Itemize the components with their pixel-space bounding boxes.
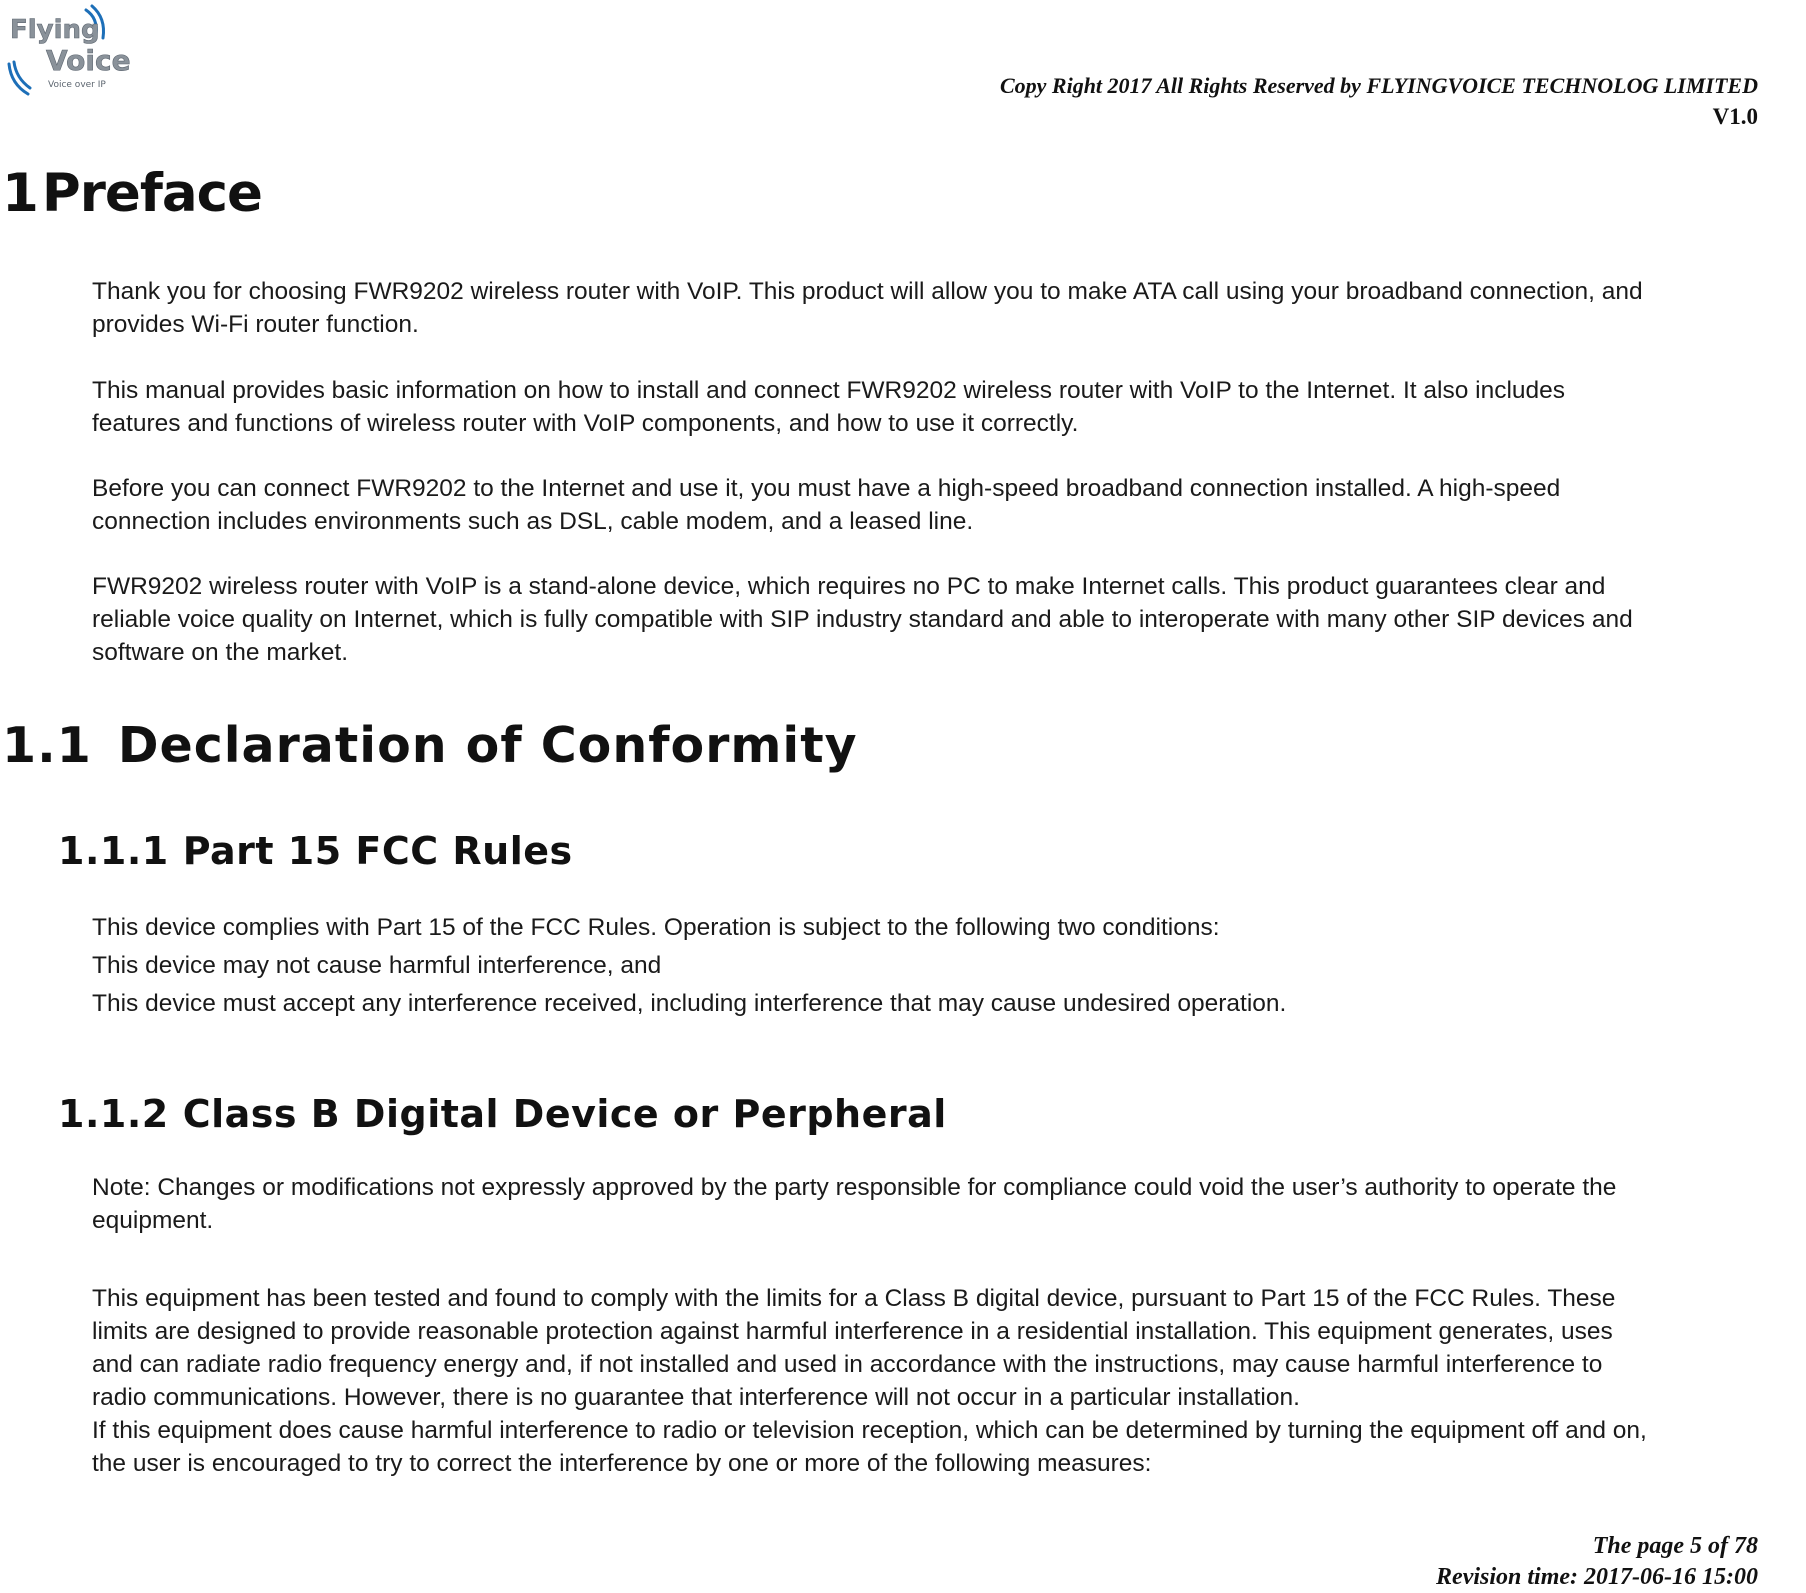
text-line: Before you can connect FWR9202 to the Internet and use it, you must have a high-speed broadband connection installed. A high-speed	[92, 475, 1561, 502]
text-line: If this equipment does cause harmful interference to radio or television reception, which can be determined by turning the equipment off and on,	[92, 1417, 1647, 1444]
text-line: software on the market.	[92, 639, 349, 666]
class-b-body-paragraph	[92, 1282, 1804, 1480]
preface-paragraph-4	[92, 570, 1804, 669]
fcc-conditions-list	[92, 909, 1286, 1023]
logo-tagline: Voice over IP	[48, 80, 106, 90]
text-line: radio communications. However, there is no guarantee that interference will not occur in a particular installation.	[92, 1384, 1300, 1411]
text-line: This equipment has been tested and found to comply with the limits for a Class B digital device, pursuant to Part 15 of the FCC Rules. These	[92, 1285, 1616, 1312]
subsection-heading-1-1-1	[58, 828, 573, 874]
logo-word-voice: Voice	[46, 44, 131, 77]
page-number: The page 5 of 78	[1592, 1533, 1758, 1559]
page-footer	[1436, 1531, 1758, 1593]
chapter-number: 1	[2, 163, 38, 224]
preface-paragraph-3	[92, 472, 1804, 538]
text-line: features and functions of wireless router with VoIP components, and how to use it correctly.	[92, 410, 1079, 437]
section-number: 1.1	[2, 717, 92, 774]
company-logo	[6, 4, 131, 94]
preface-paragraph-1	[92, 275, 1804, 341]
flyingvoice-logo-graphic	[6, 4, 131, 94]
text-line: equipment.	[92, 1207, 214, 1234]
text-line: FWR9202 wireless router with VoIP is a stand-alone device, which requires no PC to make Internet calls. This product guarantees clear and	[92, 573, 1606, 600]
copyright-notice: Copy Right 2017 All Rights Reserved by FLYINGVOICE TECHNOLOG LIMITED	[999, 73, 1758, 98]
text-line: Thank you for choosing FWR9202 wireless router with VoIP. This product will allow you to make ATA call using your broadband connection, and	[92, 278, 1643, 305]
document-version: V1.0	[1712, 104, 1758, 129]
list-item: This device may not cause harmful interference, and	[92, 952, 662, 979]
revision-time: Revision time: 2017-06-16 15:00	[1436, 1564, 1758, 1590]
section-title: Declaration of Conformity	[117, 717, 858, 774]
subsection-number: 1.1.1	[58, 829, 169, 873]
subsection-heading-1-1-2	[58, 1091, 947, 1137]
chapter-heading	[2, 162, 262, 226]
text-line: provides Wi-Fi router function.	[92, 311, 419, 338]
chapter-title: Preface	[41, 163, 263, 224]
text-line: limits are designed to provide reasonable protection against harmful interference in a residential installation. This equipment generates, uses	[92, 1318, 1613, 1345]
list-item: This device must accept any interference received, including interference that may cause undesired operation.	[92, 990, 1287, 1017]
text-line: and can radiate radio frequency energy and, if not installed and used in accordance with the instructions, may cause harmful interference to	[92, 1351, 1603, 1378]
class-b-note-paragraph	[92, 1171, 1804, 1237]
section-heading-1-1	[2, 716, 858, 776]
text-line: Note: Changes or modifications not expressly approved by the party responsible for compliance could void the user’s authority to operate the	[92, 1174, 1617, 1201]
subsection-title: Class B Digital Device or Perpheral	[182, 1092, 947, 1136]
page-header	[1000, 70, 1758, 132]
text-line: connection includes environments such as DSL, cable modem, and a leased line.	[92, 508, 974, 535]
logo-word-flying: Flying	[10, 15, 100, 45]
subsection-title: Part 15 FCC Rules	[182, 829, 573, 873]
list-item: This device complies with Part 15 of the FCC Rules. Operation is subject to the following two conditions:	[92, 914, 1220, 941]
text-line: the user is encouraged to try to correct the interference by one or more of the following measures:	[92, 1450, 1152, 1477]
text-line: This manual provides basic information on how to install and connect FWR9202 wireless router with VoIP to the Internet. It also includes	[92, 377, 1566, 404]
preface-paragraph-2	[92, 374, 1804, 440]
text-line: reliable voice quality on Internet, which is fully compatible with SIP industry standard and able to interoperate with many other SIP devices and	[92, 606, 1633, 633]
subsection-number: 1.1.2	[58, 1092, 169, 1136]
